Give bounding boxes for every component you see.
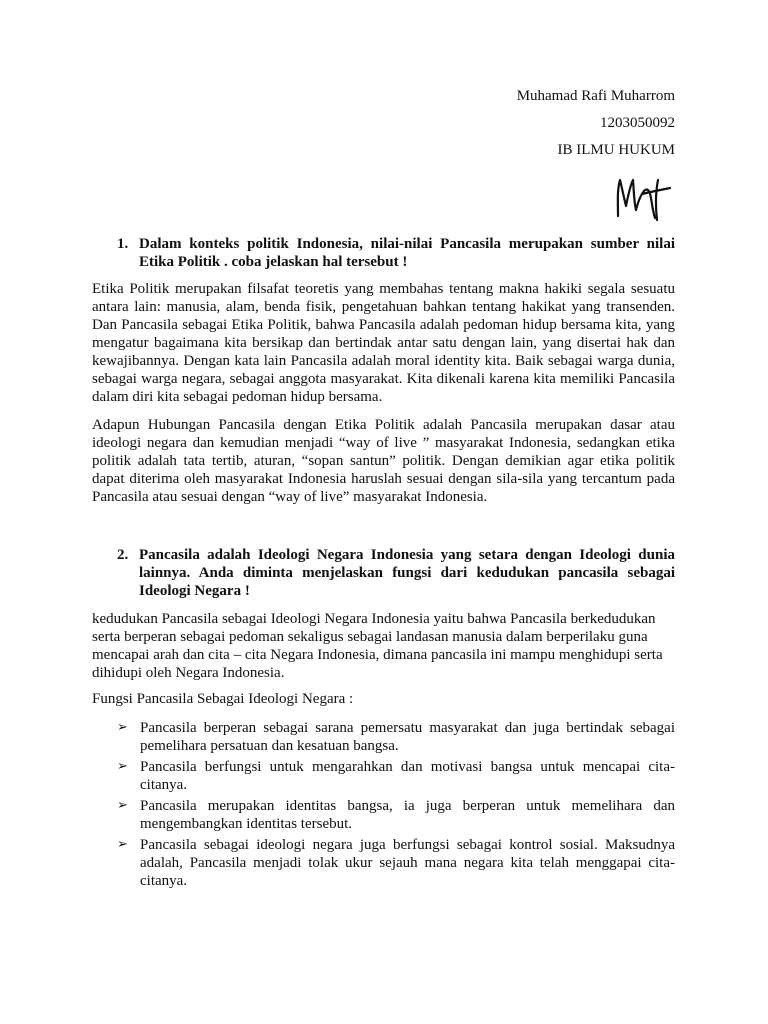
list-item-text: Pancasila berperan sebagai sarana pemersatu masyarakat dan juga bertindak sebagai pemelihara persatuan dan kesatuan bangsa. — [140, 720, 675, 754]
author-name: Muhamad Rafi Muharrom — [516, 88, 675, 104]
list-item — [117, 797, 675, 833]
question-text: Dalam konteks politik Indonesia, nilai-nilai Pancasila merupakan sumber nilai Etika Politik . coba jelaskan hal tersebut ! — [139, 236, 675, 270]
list-item — [117, 719, 675, 755]
list-item-text: Pancasila sebagai ideologi negara juga berfungsi sebagai kontrol sosial. Maksudnya adalah, Pancasila menjadi tolak ukur sejauh mana negara kita telah menggapai cita-citanya. — [140, 837, 675, 889]
arrowhead-bullet-icon: ➢ — [117, 759, 128, 774]
arrowhead-bullet-icon: ➢ — [117, 798, 128, 813]
arrowhead-bullet-icon: ➢ — [117, 720, 128, 735]
question-2 — [117, 546, 675, 600]
functions-heading: Fungsi Pancasila Sebagai Ideologi Negara : — [92, 691, 354, 707]
answer-2-paragraph-1: kedudukan Pancasila sebagai Ideologi Negara Indonesia yaitu bahwa Pancasila berkedudukan serta berperan sebagai pedoman sekaligus sebagai landasan manusia dalam berperilaku guna mencapai arah dan cita – cita Negara Indonesia, dimana pancasila ini mampu menghidupi serta dihidupi oleh Negara Indonesia. — [92, 611, 663, 681]
arrowhead-bullet-icon: ➢ — [117, 837, 128, 852]
list-item — [117, 758, 675, 794]
author-header — [517, 87, 675, 168]
list-item-text: Pancasila merupakan identitas bangsa, ia juga berperan untuk memelihara dan mengembangkan identitas tersebut. — [140, 798, 675, 832]
question-text: Pancasila adalah Ideologi Negara Indonesia yang setara dengan Ideologi dunia lainnya. Anda diminta menjelaskan fungsi dari kedudukan pancasila sebagai Ideologi Negara ! — [139, 547, 675, 599]
student-id: 1203050092 — [600, 115, 675, 131]
class-name: IB ILMU HUKUM — [557, 142, 675, 158]
list-item — [117, 836, 675, 890]
functions-list — [117, 719, 675, 893]
question-number: 2. — [117, 547, 129, 563]
answer-1-paragraph-1: Etika Politik merupakan filsafat teoretis yang membahas tentang makna hakiki segala sesuatu antara lain: manusia, alam, benda fisik, pengetahuan bahkan tentang hakikat yang transenden. Dan Pancasila sebagai Etika Politik, bahwa Pancasila adalah pedoman hidup bersama kita, yang mengatur bagaimana kita bersikap dan bertindak antar satu dengan lain, yang disertai hak dan kewajibannya. Dengan kata lain Pancasila adalah moral identity kita. Baik sebagai warga dunia, sebagai warga negara, sebagai anggota masyarakat. Kita dikenali karena kita memiliki Pancasila dalam diri kita sebagai pedoman hidup bersama. — [92, 281, 675, 405]
list-item-text: Pancasila berfungsi untuk mengarahkan dan motivasi bangsa untuk mencapai cita-citanya. — [140, 759, 675, 793]
question-number: 1. — [117, 236, 129, 252]
signature-image — [612, 172, 674, 224]
answer-1-paragraph-2: Adapun Hubungan Pancasila dengan Etika Politik adalah Pancasila merupakan dasar atau ideologi negara dan kemudian menjadi “way of live ” masyarakat Indonesia, sedangkan etika politik adalah tata tertib, aturan, “sopan santun” politik. Dengan demikian agar etika politik dapat diterima oleh masyarakat Indonesia haruslah sesuai dengan sila-sila yang tercantum pada Pancasila atau sesuai dengan “way of live” masyarakat Indonesia. — [92, 417, 675, 505]
question-1 — [117, 235, 675, 271]
